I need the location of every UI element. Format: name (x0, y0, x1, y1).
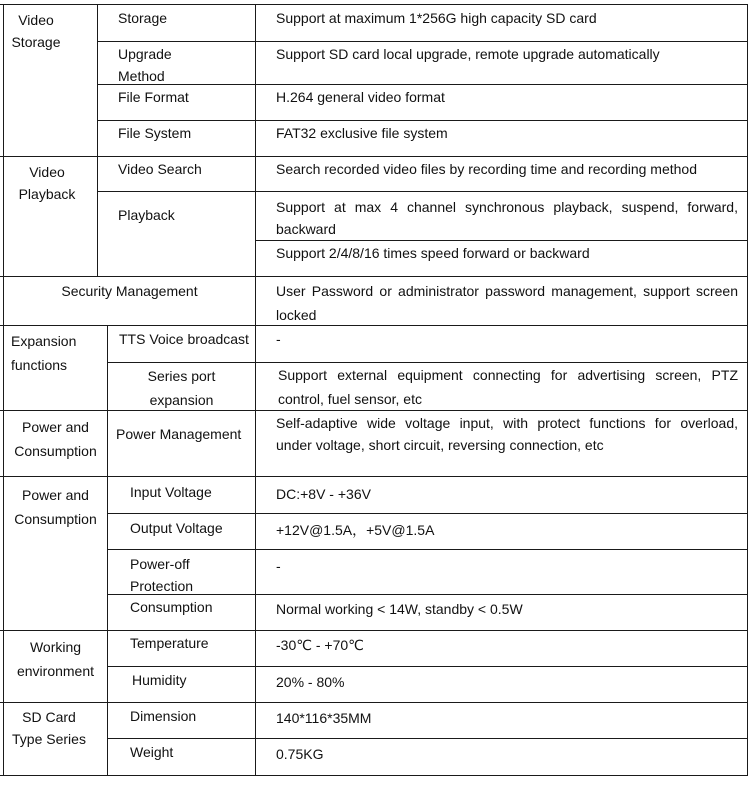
rule (97, 84, 748, 85)
spec-value: Normal working < 14W, standby < 0.5W (276, 601, 523, 617)
rule (107, 738, 748, 739)
rule (255, 4, 256, 776)
spec-value: Support at max 4 channel synchronous playback, suspend, forward, (276, 199, 738, 215)
rule (97, 191, 748, 192)
spec-value: H.264 general video format (276, 89, 445, 105)
section-label-security: Security Management (61, 283, 198, 299)
rule (0, 702, 748, 703)
rule (107, 549, 748, 550)
spec-value: Search recorded video files by recording time and recording method (276, 161, 698, 177)
spec-key: Consumption (130, 599, 213, 615)
rule (97, 120, 748, 121)
spec-value: Support external equipment connecting for advertising screen, PTZ (278, 367, 738, 383)
rule (0, 4, 748, 5)
spec-value: -30℃ - +70℃ (276, 637, 364, 653)
spec-value: Support 2/4/8/16 times speed forward or backward (276, 245, 590, 261)
spec-key: Input Voltage (130, 484, 212, 500)
spec-key: Playback (118, 207, 175, 223)
spec-value: DC:+8V - +36V (276, 486, 371, 502)
spec-key: Power Management (116, 426, 242, 442)
spec-key: Weight (130, 744, 174, 760)
spec-key: Output Voltage (130, 520, 223, 536)
rule (0, 630, 748, 631)
spec-key: Power-off Protection (130, 556, 194, 594)
section-label-video-storage: Video Storage (11, 12, 61, 50)
spec-value: 20% - 80% (276, 674, 345, 690)
rule (0, 276, 748, 277)
rule (255, 240, 748, 241)
section-label-sd-card: SD Card Type Series (12, 709, 86, 747)
spec-value: Self-adaptive wide voltage input, with protect functions for overload, (276, 415, 738, 431)
rule (97, 41, 748, 42)
spec-value: 0.75KG (276, 746, 324, 762)
rule (107, 362, 748, 363)
section-label-power: Power and Consumption (14, 419, 97, 459)
spec-value: Support at maximum 1*256G high capacity SD card (276, 10, 597, 26)
spec-key: File Format (118, 89, 189, 105)
spec-key: Dimension (130, 708, 197, 724)
spec-value: locked (276, 307, 317, 323)
spec-value: under voltage, short circuit, reversing connection, etc (276, 437, 604, 453)
spec-value: control, fuel sensor, etc (278, 391, 422, 407)
spec-key: Humidity (132, 672, 187, 688)
spec-value: +12V@1.5A，+5V@1.5A (276, 522, 435, 538)
rule (97, 4, 98, 276)
section-label-expansion: Expansion functions (11, 333, 77, 373)
spec-key: Video Search (118, 161, 202, 177)
rule (107, 594, 748, 595)
section-label-power: Power and Consumption (14, 487, 97, 527)
rule (0, 476, 748, 477)
spec-key: Upgrade Method (118, 46, 172, 84)
spec-key: File System (118, 125, 192, 141)
spec-key: TTS Voice broadcast (119, 331, 249, 347)
rule (107, 513, 748, 514)
spec-value: User Password or administrator password management, support screen (276, 283, 738, 299)
section-label-environment: Working environment (16, 639, 95, 679)
spec-value: - (276, 331, 281, 347)
spec-value: 140*116*35MM (276, 710, 372, 726)
rule (747, 4, 748, 776)
spec-key: Temperature (130, 635, 209, 651)
spec-key: Series port expansion (147, 368, 216, 408)
rule (0, 325, 748, 326)
spec-value: Support SD card local upgrade, remote upgrade automatically (276, 46, 660, 62)
rule (0, 775, 748, 776)
spec-value: - (276, 558, 281, 574)
spec-key: Storage (118, 10, 168, 26)
rule (107, 666, 748, 667)
rule (0, 156, 748, 157)
spec-value: backward (276, 221, 336, 237)
section-label-video-playback: Video Playback (18, 164, 76, 202)
spec-value: FAT32 exclusive file system (276, 125, 448, 141)
